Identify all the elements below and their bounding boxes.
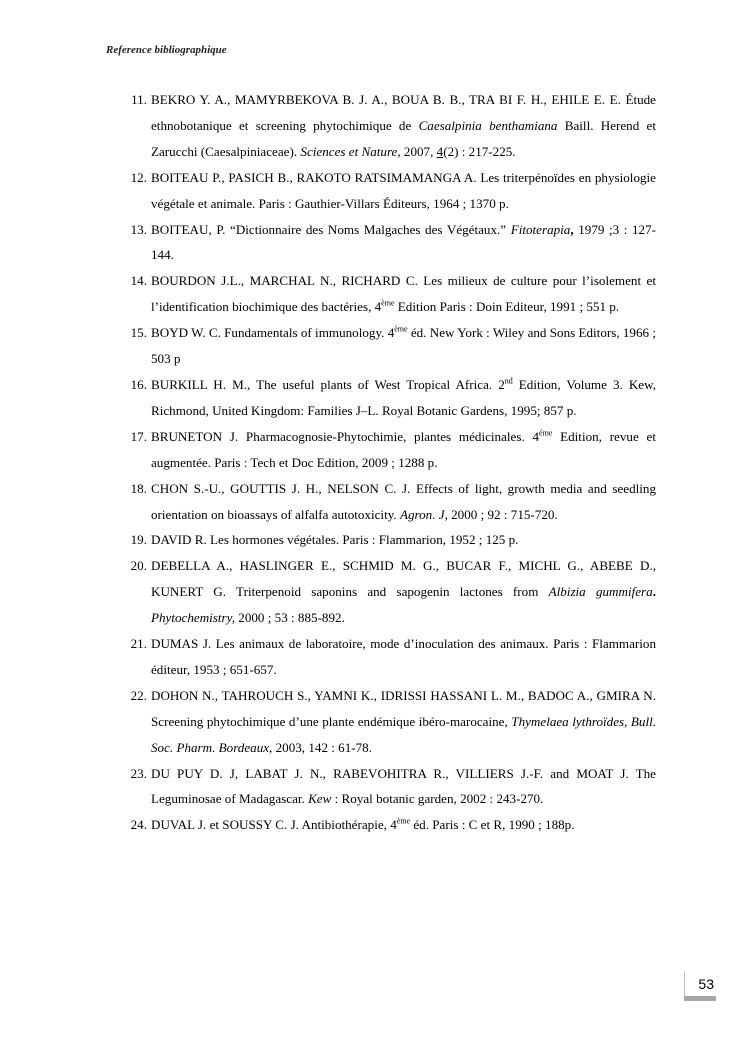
- reference-number: 17.: [130, 428, 147, 444]
- text-run: 2003, 142 : 61-78.: [272, 739, 372, 755]
- italic-text: Caesalpinia benthamiana: [418, 117, 558, 133]
- reference-number: 20.: [130, 558, 147, 574]
- italic-text: Kew: [308, 791, 332, 807]
- text-run: ,: [570, 221, 574, 237]
- reference-text: [151, 683, 656, 761]
- superscript: nd: [504, 376, 513, 386]
- superscript: ème: [381, 298, 395, 308]
- reference-item: [118, 812, 656, 838]
- text-run: BOITEAU P., PASICH B., RAKOTO RATSIMAMANGA A. Les triterpénoïdes en physiologie végétale et animale. Paris : Gauthier-Villars Éditeurs, 1964 ; 1370 p.: [151, 169, 656, 211]
- reference-item: [118, 761, 656, 813]
- reference-item: [118, 424, 656, 476]
- text-run: 2000 ; 92 : 715-720.: [447, 506, 558, 522]
- text-run: Edition Paris : Doin Editeur, 1991 ; 551 p.: [394, 299, 620, 315]
- reference-item: [118, 372, 656, 424]
- text-run: Baill. Herend et Zarucchi (Caesalpiniaceae).: [151, 117, 656, 159]
- reference-text: [151, 217, 656, 269]
- text-run: DU PUY D. J, LABAT J. N., RABEVOHITRA R., VILLIERS J.-F. and MOAT J. The Leguminosae of Madagascar.: [151, 765, 656, 807]
- text-run: 1979 ;3 : 127-144.: [151, 221, 656, 263]
- reference-text: [151, 268, 656, 320]
- text-run: DEBELLA A., HASLINGER E., SCHMID M. G., BUCAR F., MICHL G., ABEBE D., KUNERT G. Triterpenoid saponins and sapogenin lactones from: [151, 558, 656, 600]
- text-run: éd. Paris : C et R, 1990 ; 188p.: [410, 817, 575, 833]
- reference-number: 24.: [130, 817, 147, 833]
- reference-text: [151, 372, 656, 424]
- text-run: DOHON N., TAHROUCH S., YAMNI K., IDRISSI HASSANI L. M., BADOC A., GMIRA N. Screening phytochimique d’une plante endémique ibéro-marocaine,: [151, 687, 656, 729]
- reference-text: [151, 761, 656, 813]
- reference-list: [118, 87, 656, 838]
- reference-number: 16.: [130, 376, 147, 392]
- text-run: DUVAL J. et SOUSSY C. J. Antibiothérapie, 4: [151, 817, 397, 833]
- page-number: 53: [684, 972, 716, 996]
- reference-number: 15.: [130, 325, 147, 341]
- reference-text: [151, 631, 656, 683]
- text-run: (2) : 217-225.: [443, 143, 516, 159]
- running-header: Reference bibliographique: [106, 44, 227, 56]
- text-run: 2007,: [400, 143, 437, 159]
- text-run: BOITEAU, P. “Dictionnaire des Noms Malgaches des Végétaux.”: [151, 221, 511, 237]
- text-run: BOYD W. C. Fundamentals of immunology. 4: [151, 325, 395, 341]
- italic-text: Thymelaea lythroïdes, Bull. Soc. Pharm. Bordeaux,: [151, 713, 657, 755]
- text-run: 2000 ; 53 : 885-892.: [235, 610, 345, 626]
- text-run: DAVID R. Les hormones végétales. Paris : Flammarion, 1952 ; 125 p.: [151, 532, 519, 548]
- superscript: ème: [394, 324, 408, 334]
- italic-text: Sciences et Nature,: [300, 143, 401, 159]
- reference-text: [151, 553, 656, 631]
- italic-text: Albizia gummifera: [548, 584, 653, 600]
- text-run: Edition, revue et augmentée. Paris : Tech et Doc Edition, 2009 ; 1288 p.: [151, 428, 656, 470]
- text-run: Edition, Volume 3. Kew, Richmond, United Kingdom: Families J–L. Royal Botanic Gardens, 1995; 857 p.: [151, 376, 656, 418]
- reference-item: [118, 165, 656, 217]
- reference-text: [151, 165, 656, 217]
- reference-text: [151, 527, 656, 553]
- reference-text: [151, 424, 656, 476]
- reference-item: [118, 87, 656, 165]
- reference-item: [118, 683, 656, 761]
- italic-text: Agron. J,: [399, 506, 448, 522]
- text-run: CHON S.-U., GOUTTIS J. H., NELSON C. J. Effects of light, growth media and seedling orientation on bioassays of alfalfa autotoxicity.: [151, 480, 656, 522]
- text-run: DUMAS J. Les animaux de laboratoire, mode d’inoculation des animaux. Paris : Flammarion éditeur, 1953 ; 651-657.: [151, 636, 656, 677]
- italic-text: Fitoterapia: [510, 221, 571, 237]
- superscript: ème: [396, 817, 411, 827]
- text-run: BOURDON J.L., MARCHAL N., RICHARD C. Les milieux de culture pour l’isolement et l’identification biochimique des bactéries, 4: [151, 273, 656, 315]
- reference-number: 19.: [130, 532, 147, 548]
- italic-text: Phytochemistry,: [151, 610, 235, 626]
- reference-item: [118, 476, 656, 528]
- text-run: : Royal botanic garden, 2002 : 243-270.: [331, 791, 544, 807]
- text-run: 4: [436, 143, 444, 159]
- text-run: BURKILL H. M., The useful plants of West Tropical Africa. 2: [151, 376, 505, 392]
- reference-number: 11.: [131, 92, 147, 107]
- reference-text: [151, 476, 656, 528]
- reference-number: 14.: [130, 273, 147, 289]
- text-run: éd. New York : Wiley and Sons Editors, 1966 ; 503 p: [151, 325, 656, 367]
- reference-number: 22.: [130, 687, 147, 703]
- reference-item: [118, 527, 656, 553]
- reference-item: [118, 553, 656, 631]
- reference-number: 12.: [130, 169, 147, 185]
- reference-item: [118, 217, 656, 269]
- superscript: éme: [539, 428, 553, 438]
- text-run: BEKRO Y. A., MAMYRBEKOVA B. J. A., BOUA B. B., TRA BI F. H., EHILE E. E. Étude ethnobotanique et screening phytochimique de: [151, 92, 656, 133]
- reference-text: [151, 87, 656, 165]
- reference-number: 13.: [130, 221, 147, 237]
- text-run: BRUNETON J. Pharmacognosie-Phytochimie, plantes médicinales. 4: [151, 428, 540, 444]
- reference-item: [118, 631, 656, 683]
- reference-text: [151, 812, 656, 838]
- reference-number: 21.: [130, 636, 147, 652]
- reference-item: [118, 268, 656, 320]
- reference-text: [151, 320, 656, 372]
- page-number-bar: [684, 996, 716, 1001]
- text-run: .: [652, 584, 656, 600]
- reference-number: 18.: [130, 480, 147, 496]
- reference-number: 23.: [130, 765, 147, 781]
- reference-item: [118, 320, 656, 372]
